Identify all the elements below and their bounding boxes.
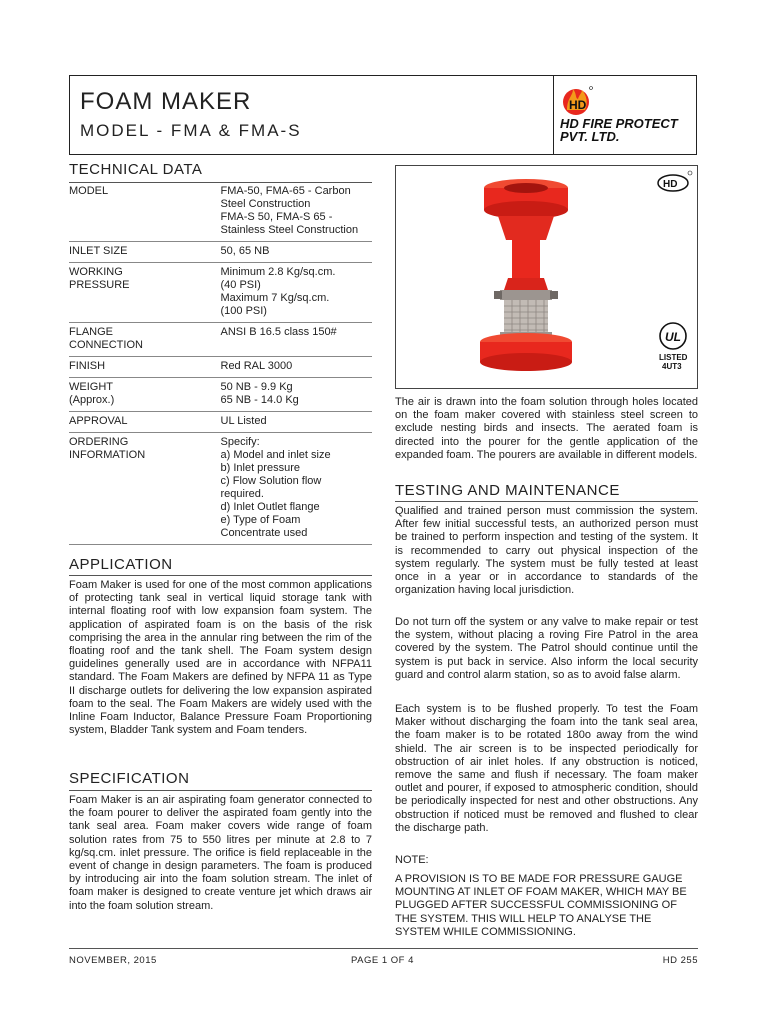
divider: [395, 501, 698, 502]
technical-data-row: [69, 378, 372, 412]
technical-data-value: Red RAL 3000: [220, 360, 293, 372]
note-text: A PROVISION IS TO BE MADE FOR PRESSURE GAUGE MOUNTING AT INLET OF FOAM MAKER, WHICH MAY BE PLUGGED AFTER SUCCESSFUL COMMISSIONING OF THE SYSTEM. THIS WILL HELP TO ANALYSE THE SYSTEM WHILE COMMISSIONING.: [395, 873, 687, 938]
footer-page-number: PAGE 1 OF 4: [351, 955, 414, 966]
technical-data-label: FINISH: [69, 360, 106, 372]
technical-data-value: Minimum 2.8 Kg/sq.cm. (40 PSI) Maximum 7 Kg/sq.cm. (100 PSI): [220, 266, 336, 317]
header-box: [69, 75, 697, 155]
technical-data-row: [69, 323, 372, 357]
svg-text:HD: HD: [569, 98, 587, 112]
technical-data-row: [69, 182, 372, 242]
testing-paragraph-3: Each system is to be flushed properly. To test the Foam Maker without discharging the foam into the tank seal area, the foam maker is to be rotated 180o away from the wind shield. The air screen is to be inspected periodically for obstruction of air inlet holes. If any obstruction is noticed, remove the same and flush if necessary. The foam maker outlet and pourer, if exposed to atmospheric condition, should be periodically inspected for nest and other obstructions. Any obstruction if noticed must be removed and flushed to clear the discharge path.: [395, 703, 698, 834]
technical-data-label: WEIGHT (Approx.): [69, 381, 115, 406]
testing-paragraph-1: Qualified and trained person must commission the system. After few initial successful tests, an authorized person must be trained to perform inspection and testing of the system. It is recommended to carry out physical inspection of the system regularly. The system must be fully tested at least once in a year or in accordance to standards of the organization having local jurisdiction.: [395, 505, 698, 597]
footer-date: NOVEMBER, 2015: [69, 955, 157, 966]
testing-paragraph-2: Do not turn off the system or any valve to make repair or test the system, without placing a roving Fire Patrol in the area covered by the system. The Patrol should continue until the system is put back in service. Also inform the local security guard and control alarm station, so as to avoid false alarm.: [395, 616, 698, 681]
note-label: NOTE:: [395, 854, 429, 866]
divider: [69, 790, 372, 791]
hd-flame-logo-icon: [561, 86, 593, 116]
technical-data-row: [69, 242, 372, 263]
ul-listed-label: LISTED: [659, 353, 688, 362]
product-photo: [395, 165, 698, 389]
ul-mark-label: UL: [665, 330, 681, 344]
company-name: HD FIRE PROTECT PVT. LTD.: [560, 116, 678, 144]
technical-data-label: INLET SIZE: [69, 245, 128, 257]
technical-data-value: UL Listed: [220, 415, 267, 427]
technical-data-label: FLANGE CONNECTION: [69, 326, 143, 351]
technical-data-heading: TECHNICAL DATA: [69, 161, 203, 178]
technical-data-row: [69, 263, 372, 323]
company-logo: [553, 76, 698, 154]
application-heading: APPLICATION: [69, 556, 173, 573]
technical-data-row: [69, 433, 372, 545]
technical-data-label: APPROVAL: [69, 415, 128, 427]
page-title: FOAM MAKER: [80, 88, 252, 115]
technical-data-label: MODEL: [69, 185, 109, 197]
application-text: Foam Maker is used for one of the most common applications of protecting tank seal in vertical liquid storage tank with internal floating roof with low expansion foam system. The application of aspirated foam is on the basis of the risk comprising the area in the annular ring between the rim of the floating roof and the tank shell. The Foam system design guidelines generally used are in accordance with NFPA11 standard. The Foam Makers are defined by NFPA 11 as Type II discharge outlets for delivering the low expansion aspirated foam to the seal. The Foam Makers are widely used with the Inline Foam Inductor, Balance Pressure Foam Proportioning system, Bladder Tank system and Foam tenders.: [69, 579, 372, 737]
technical-data-value: Specify: a) Model and inlet size b) Inlet pressure c) Flow Solution flow required. d) Inlet Outlet flange e) Type of Foam Concentrate used: [220, 436, 331, 539]
specification-text: Foam Maker is an air aspirating foam generator connected to the foam pourer to deliver the aspirated foam gently into the tank seal area. Foam maker covers wide range of foam solution rates from 75 to 550 litres per minute at 2.8 to 7 kg/sq.cm. inlet pressure. The orifice is field replaceable in the event of change in design parameters. The foam is produced by introducing air into the foam solution stream. The inlet of foam maker is designed to create venture jet which draws air into the foam solution stream.: [69, 794, 372, 912]
technical-data-row: [69, 357, 372, 378]
technical-data-label: ORDERING INFORMATION: [69, 436, 146, 461]
specification-heading: SPECIFICATION: [69, 770, 190, 787]
technical-data-row: [69, 412, 372, 433]
air-intro-text: The air is drawn into the foam solution through holes located on the foam maker covered with stainless steel screen to exclude nesting birds and insects. The aerated foam is directed into the pourer for the gentle application of the expanded foam. The pourers are available in different models.: [395, 396, 698, 461]
ul-code-label: 4UT3: [662, 362, 682, 371]
technical-data-value: 50 NB - 9.9 Kg 65 NB - 14.0 Kg: [220, 381, 299, 406]
technical-data-value: FMA-50, FMA-65 - Carbon Steel Construction FMA-S 50, FMA-S 65 - Stainless Steel Construction: [220, 185, 359, 236]
footer-divider: [69, 948, 698, 949]
model-subtitle: MODEL - FMA & FMA-S: [80, 121, 302, 140]
technical-data-label: WORKING PRESSURE: [69, 266, 130, 291]
technical-data-value: 50, 65 NB: [220, 245, 270, 257]
hd-badge-label: HD: [663, 179, 678, 190]
technical-data-table: [69, 182, 372, 545]
foam-maker-image: [396, 166, 697, 388]
footer-doc-code: HD 255: [662, 955, 698, 966]
divider: [69, 575, 372, 576]
technical-data-value: ANSI B 16.5 class 150#: [220, 326, 337, 338]
testing-heading: TESTING AND MAINTENANCE: [395, 482, 620, 499]
